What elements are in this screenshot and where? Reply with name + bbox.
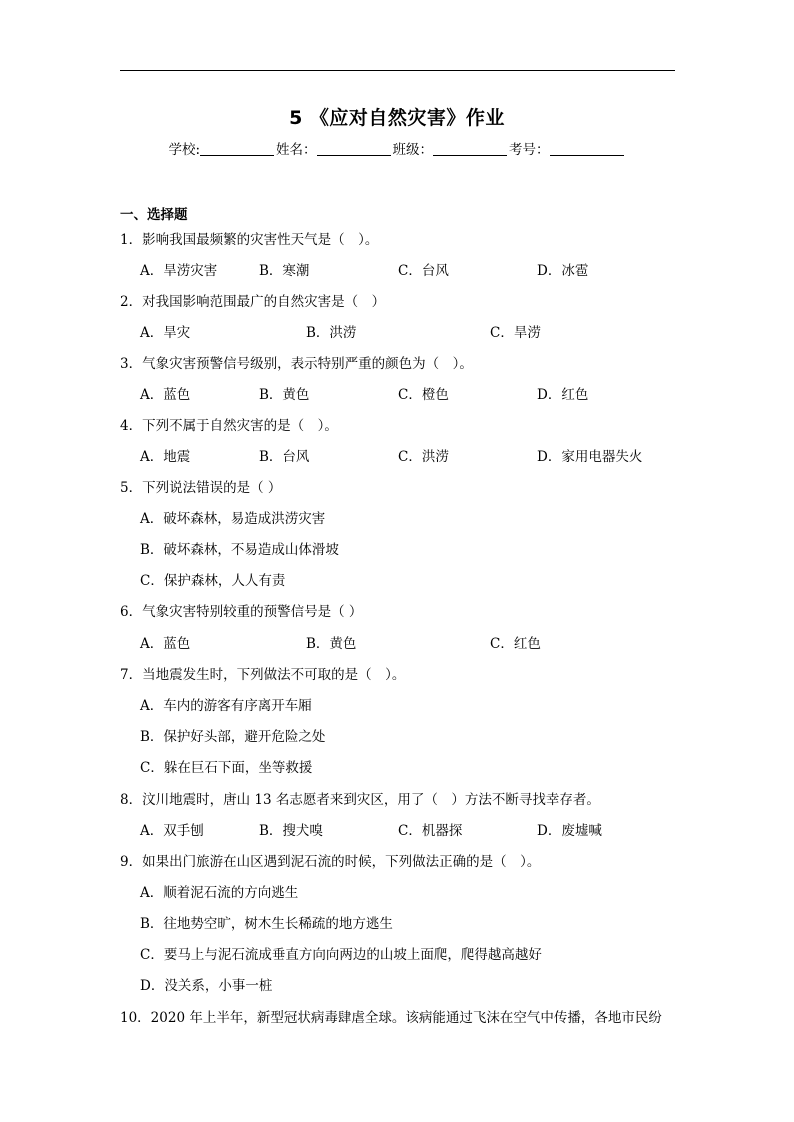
q9-option-b[interactable]: B．往地势空旷，树木生长稀疏的地方逃生 [140, 916, 393, 932]
q3-option-b[interactable]: B．黄色 [259, 387, 310, 403]
q9-option-d[interactable]: D．没关系，小事一桩 [140, 978, 273, 994]
exam-no-label: 考号： [509, 142, 550, 158]
class-label: 班级： [392, 142, 434, 158]
q7-option-b[interactable]: B．保护好头部，避开危险之处 [140, 729, 326, 745]
q8-option-b[interactable]: B．搜犬嗅 [259, 823, 323, 839]
question-7: 7．当地震发生时，下列做法不可取的是（ ）。 [120, 667, 406, 683]
q9-option-a[interactable]: A．顺着泥石流的方向逃生 [140, 885, 299, 901]
page-title: 5 《应对自然灾害》作业 [289, 107, 505, 129]
q7-option-c[interactable]: C．躲在巨石下面，坐等救援 [140, 760, 313, 776]
q1-option-b[interactable]: B．寒潮 [259, 263, 310, 279]
q1-option-d[interactable]: D．冰雹 [537, 263, 589, 279]
q6-option-c[interactable]: C．红色 [490, 636, 541, 652]
question-2: 2．对我国影响范围最广的自然灾害是（ ） [120, 294, 386, 310]
q8-option-c[interactable]: C．机器探 [398, 823, 463, 839]
q4-option-c[interactable]: C．洪涝 [398, 449, 449, 465]
class-blank[interactable] [433, 141, 507, 156]
header-rule [120, 70, 675, 71]
exam-no-blank[interactable] [550, 141, 624, 156]
q8-option-d[interactable]: D．废墟喊 [537, 823, 602, 839]
q5-option-b[interactable]: B．破坏森林，不易造成山体滑坡 [140, 542, 339, 558]
question-5: 5．下列说法错误的是（ ） [120, 480, 282, 496]
question-8: 8．汶川地震时，唐山 13 名志愿者来到灾区，用了（ ）方法不断寻找幸存者。 [120, 792, 600, 808]
q2-option-b[interactable]: B．洪涝 [306, 325, 357, 341]
student-info-line [0, 138, 794, 158]
q4-option-b[interactable]: B．台风 [259, 449, 310, 465]
section-heading: 一、选择题 [120, 207, 188, 223]
question-1: 1．影响我国最频繁的灾害性天气是（ ）。 [120, 232, 379, 248]
q2-option-a[interactable]: A．旱灾 [140, 325, 191, 341]
q5-option-c[interactable]: C．保护森林，人人有责 [140, 573, 286, 589]
name-label: 姓名： [276, 142, 317, 158]
name-blank[interactable] [317, 141, 391, 156]
q4-option-d[interactable]: D．家用电器失火 [537, 449, 643, 465]
q4-option-a[interactable]: A．地震 [140, 449, 191, 465]
question-4: 4．下列不属于自然灾害的是（ ）。 [120, 418, 338, 434]
q3-option-a[interactable]: A．蓝色 [140, 387, 191, 403]
question-10: 10．2020 年上半年，新型冠状病毒肆虐全球。该病能通过飞沫在空气中传播，各地市民纷 [120, 1010, 662, 1026]
q3-option-c[interactable]: C．橙色 [398, 387, 449, 403]
school-blank[interactable] [200, 141, 274, 156]
q5-option-a[interactable]: A．破坏森林，易造成洪涝灾害 [140, 511, 326, 527]
q9-option-c[interactable]: C．要马上与泥石流成垂直方向向两边的山坡上面爬，爬得越高越好 [140, 947, 542, 963]
question-3: 3．气象灾害预警信号级别，表示特别严重的颜色为（ ）。 [120, 356, 473, 372]
q7-option-a[interactable]: A．车内的游客有序离开车厢 [140, 698, 312, 714]
question-9: 9．如果出门旅游在山区遇到泥石流的时候，下列做法正确的是（ ）。 [120, 854, 541, 870]
q1-option-a[interactable]: A．旱涝灾害 [140, 263, 218, 279]
school-label: 学校: [168, 142, 201, 158]
q6-option-a[interactable]: A．蓝色 [140, 636, 191, 652]
question-6: 6．气象灾害特别较重的预警信号是（ ） [120, 604, 363, 620]
q1-option-c[interactable]: C．台风 [398, 263, 449, 279]
q2-option-c[interactable]: C．旱涝 [490, 325, 541, 341]
q3-option-d[interactable]: D．红色 [537, 387, 589, 403]
q8-option-a[interactable]: A．双手刨 [140, 823, 204, 839]
q6-option-b[interactable]: B．黄色 [306, 636, 357, 652]
